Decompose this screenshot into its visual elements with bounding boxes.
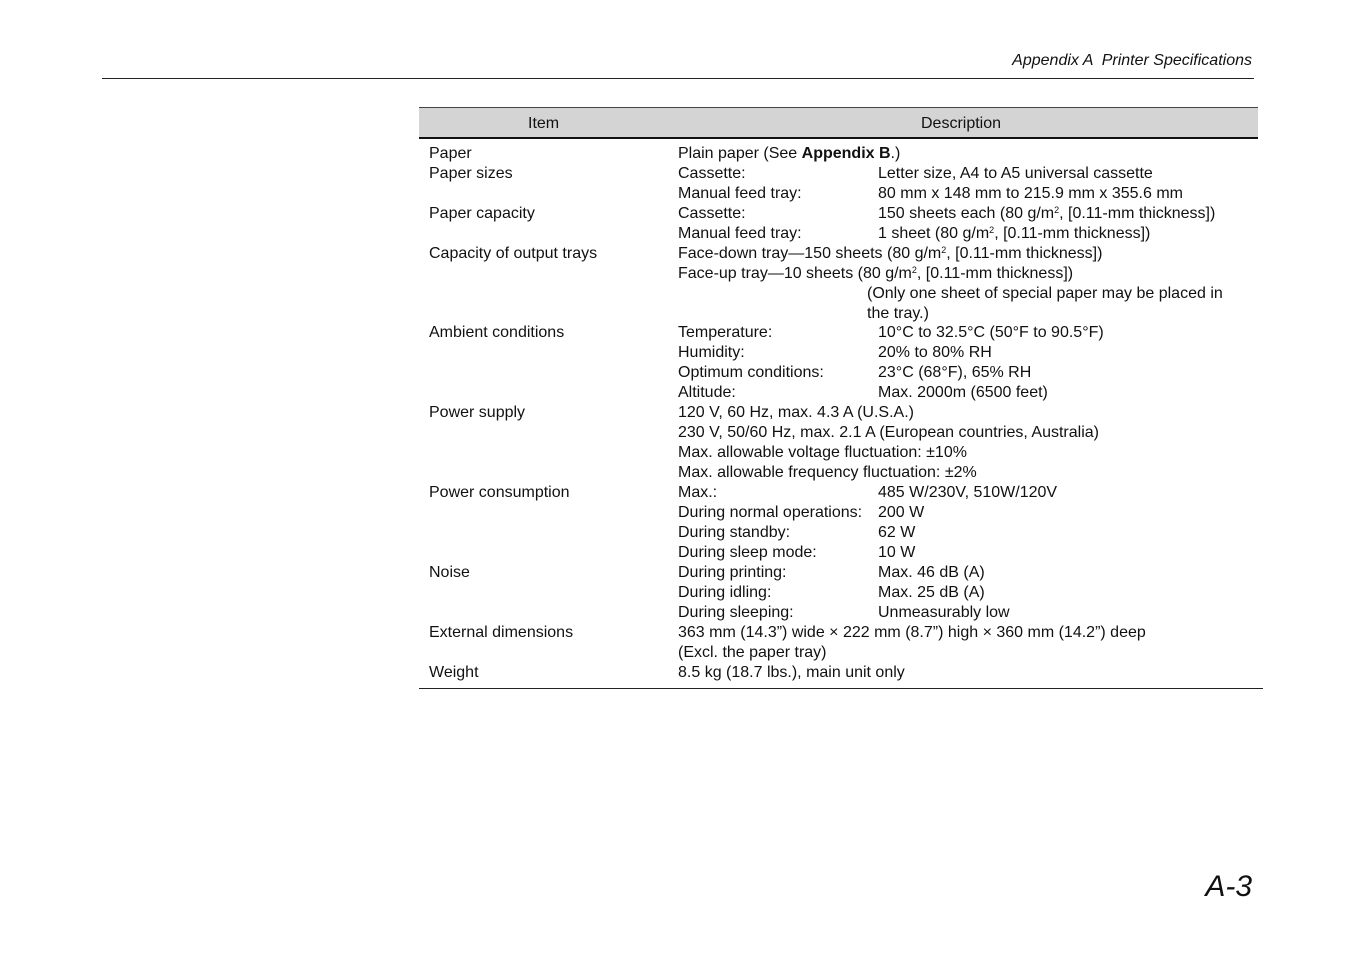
table-row	[419, 543, 1263, 563]
spec-value: 230 V, 50/60 Hz, max. 2.1 A (European countries, Australia)	[678, 424, 1099, 441]
spec-value: 200 W	[878, 504, 925, 521]
row-item-power-supply: Power supply	[429, 404, 526, 421]
row-item-dimensions: External dimensions	[429, 624, 574, 641]
row-item-noise: Noise	[429, 564, 470, 581]
table-row	[419, 363, 1263, 383]
value-text: 1 sheet (80 g/m	[878, 225, 990, 242]
table-row	[419, 423, 1263, 443]
spec-value: Max. 2000m (6500 feet)	[878, 384, 1048, 401]
row-item-paper: Paper	[429, 145, 472, 162]
header-rule	[102, 78, 1254, 79]
spec-value	[878, 224, 1150, 244]
spec-label: Cassette:	[678, 205, 746, 222]
specifications-table	[419, 107, 1258, 689]
table-row	[419, 523, 1263, 543]
table-row	[419, 144, 1263, 164]
spec-value: 363 mm (14.3”) wide × 222 mm (8.7”) high × 360 mm (14.2”) deep	[678, 624, 1146, 641]
spec-value: Letter size, A4 to A5 universal cassette	[878, 165, 1153, 182]
value-text: , [0.11-mm thickness])	[994, 225, 1151, 242]
row-item-ambient: Ambient conditions	[429, 324, 565, 341]
spec-label: Optimum conditions:	[678, 364, 824, 381]
spec-value: Unmeasurably low	[878, 604, 1010, 621]
spec-value: Max. 46 dB (A)	[878, 564, 985, 581]
spec-value: 62 W	[878, 524, 916, 541]
table-row	[419, 284, 1263, 304]
description-text: .)	[890, 145, 901, 162]
table-row	[419, 164, 1263, 184]
row-item-paper-sizes: Paper sizes	[429, 165, 513, 182]
value-text: , [0.11-mm thickness])	[1059, 205, 1216, 222]
table-row	[419, 623, 1263, 643]
spec-value: (Excl. the paper tray)	[678, 644, 827, 661]
spec-value: 10 W	[878, 544, 916, 561]
column-header-description: Description	[921, 115, 1002, 132]
spec-value: Max. allowable voltage fluctuation: ±10%	[678, 444, 967, 461]
spec-label: During sleep mode:	[678, 544, 817, 561]
running-header: Appendix A Printer Specifications	[1012, 52, 1252, 69]
spec-label: During normal operations:	[678, 504, 863, 521]
table-row	[419, 204, 1263, 224]
value-text: Face-down tray—150 sheets (80 g/m	[678, 245, 942, 262]
spec-label: Altitude:	[678, 384, 736, 401]
table-row	[419, 323, 1263, 343]
table-row	[419, 403, 1263, 423]
table-row	[419, 244, 1263, 264]
superscript: 2	[911, 265, 917, 275]
special-paper-note: the tray.)	[867, 305, 929, 322]
superscript: 2	[941, 245, 947, 255]
row-item-weight: Weight	[429, 664, 479, 681]
superscript: 2	[1054, 205, 1060, 215]
spec-value: 120 V, 60 Hz, max. 4.3 A (U.S.A.)	[678, 404, 914, 421]
spec-value: 8.5 kg (18.7 lbs.), main unit only	[678, 664, 905, 681]
row-item-output-trays: Capacity of output trays	[429, 245, 598, 262]
table-row	[419, 583, 1263, 603]
value-text: Face-up tray—10 sheets (80 g/m	[678, 265, 912, 282]
table-row	[419, 224, 1263, 244]
spec-label: Manual feed tray:	[678, 185, 802, 202]
spec-value	[878, 204, 1215, 224]
description-text: Plain paper (See	[678, 145, 802, 162]
spec-label: During standby:	[678, 524, 791, 541]
table-row	[419, 383, 1263, 403]
table-row	[419, 603, 1263, 623]
spec-label: During idling:	[678, 584, 772, 601]
table-row	[419, 184, 1263, 204]
spec-label: Manual feed tray:	[678, 225, 802, 242]
row-item-paper-capacity: Paper capacity	[429, 205, 535, 222]
table-row	[419, 463, 1263, 483]
spec-value: 10°C to 32.5°C (50°F to 90.5°F)	[878, 324, 1104, 341]
spec-label: Cassette:	[678, 165, 746, 182]
spec-value	[678, 244, 1102, 264]
table-row	[419, 563, 1263, 583]
table-row	[419, 443, 1263, 463]
spec-value	[678, 264, 1073, 284]
spec-value: 80 mm x 148 mm to 215.9 mm x 355.6 mm	[878, 185, 1183, 202]
table-row	[419, 503, 1263, 523]
page-number: A-3	[1205, 870, 1252, 903]
row-item-power-consumption: Power consumption	[429, 484, 570, 501]
table-row	[419, 663, 1263, 683]
table-row	[419, 643, 1263, 663]
spec-label: Temperature:	[678, 324, 773, 341]
special-paper-note: (Only one sheet of special paper may be placed in	[867, 285, 1223, 302]
superscript: 2	[989, 225, 995, 235]
column-header-item: Item	[528, 115, 560, 132]
row-description-paper	[678, 144, 900, 164]
value-text: , [0.11-mm thickness])	[916, 265, 1074, 282]
spec-label: Humidity:	[678, 344, 745, 361]
value-text: 150 sheets each (80 g/m	[878, 205, 1055, 222]
value-text: , [0.11-mm thickness])	[946, 245, 1103, 262]
appendix-b-reference: Appendix B	[801, 145, 891, 162]
table-row	[419, 483, 1263, 503]
table-row	[419, 343, 1263, 363]
table-header	[419, 107, 1258, 139]
spec-value: Max. 25 dB (A)	[878, 584, 985, 601]
spec-value: 485 W/230V, 510W/120V	[878, 484, 1058, 501]
spec-label: During sleeping:	[678, 604, 794, 621]
table-row	[419, 304, 1263, 323]
spec-value: Max. allowable frequency fluctuation: ±2%	[678, 464, 977, 481]
spec-label: During printing:	[678, 564, 787, 581]
table-body	[419, 139, 1263, 689]
spec-value: 23°C (68°F), 65% RH	[878, 364, 1032, 381]
table-row	[419, 264, 1263, 284]
spec-value: 20% to 80% RH	[878, 344, 992, 361]
spec-label: Max.:	[678, 484, 718, 501]
